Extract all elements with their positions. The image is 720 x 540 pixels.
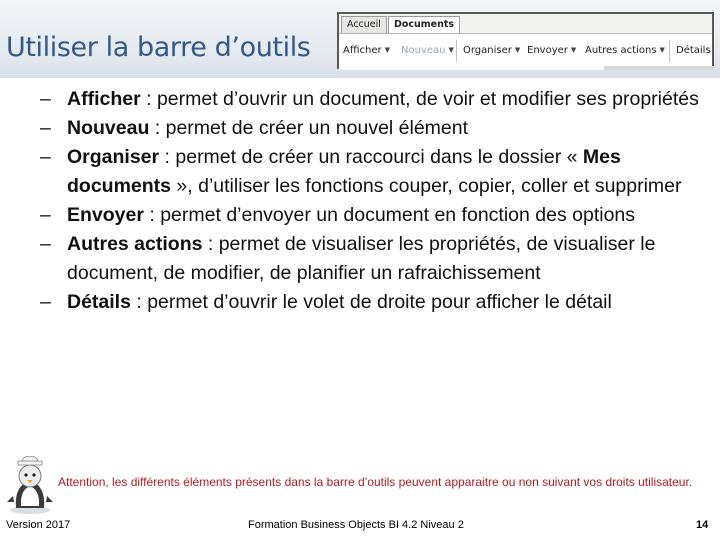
mascot-warning-icon bbox=[4, 456, 56, 516]
chevron-down-icon: ▼ bbox=[448, 46, 454, 54]
bullet-nouveau bbox=[40, 114, 704, 143]
bullet-text: : permet d’ouvrir le volet de droite pour afficher le détail bbox=[130, 291, 612, 313]
bullet-term: Afficher bbox=[67, 88, 141, 110]
menu-autres-actions[interactable] bbox=[585, 45, 665, 56]
menu-details-label: Détails bbox=[676, 45, 711, 56]
tab-strip bbox=[341, 16, 461, 33]
slide-title: Utiliser la barre d’outils bbox=[6, 32, 311, 63]
toolbar-scrollbar[interactable] bbox=[604, 66, 714, 70]
bullet-term: Autres actions bbox=[67, 233, 203, 255]
chevron-down-icon: ▼ bbox=[384, 46, 390, 54]
menu-separator bbox=[669, 40, 670, 62]
bullet-text: : permet de créer un nouvel élément bbox=[149, 117, 469, 139]
bullet-text: », d’utiliser les fonctions couper, copier, coller et supprimer bbox=[171, 175, 682, 197]
menu-separator bbox=[456, 40, 457, 62]
tab-accueil[interactable]: Accueil bbox=[341, 16, 387, 33]
bullet-term: Organiser bbox=[67, 146, 160, 168]
menu-afficher-label: Afficher bbox=[343, 45, 382, 56]
menu-details[interactable] bbox=[676, 45, 711, 56]
attention-note: Attention, les différents éléments présents dans la barre d’outils peuvent apparaitre ou non suivant vos droits utilisateur. bbox=[58, 475, 693, 489]
bullet-autres-actions bbox=[40, 230, 704, 288]
toolbar-screenshot bbox=[337, 12, 714, 69]
chevron-down-icon: ▼ bbox=[659, 46, 665, 54]
bullet-details bbox=[40, 288, 704, 317]
bullet-term: Détails bbox=[67, 291, 131, 313]
menu-organiser[interactable] bbox=[463, 45, 520, 56]
bullet-organiser bbox=[40, 143, 704, 201]
bullet-envoyer bbox=[40, 201, 704, 230]
menu-envoyer-label: Envoyer bbox=[527, 45, 568, 56]
bullet-text: : permet d’envoyer un document en fonction des options bbox=[143, 204, 636, 226]
dash-marker: – bbox=[40, 291, 51, 313]
dash-marker: – bbox=[40, 117, 51, 139]
bullet-text: : permet de créer un raccourci dans le dossier « bbox=[159, 146, 583, 168]
tab-documents[interactable]: Documents bbox=[388, 16, 460, 33]
toolbar-menu-row bbox=[339, 33, 712, 70]
bullet-term: Nouveau bbox=[67, 117, 150, 139]
bullet-term: Envoyer bbox=[67, 204, 144, 226]
chevron-down-icon: ▼ bbox=[570, 46, 577, 54]
dash-marker: – bbox=[40, 146, 51, 168]
dash-marker: – bbox=[40, 88, 51, 110]
footer-version: Version 2017 bbox=[6, 519, 71, 531]
menu-autres-actions-label: Autres actions bbox=[585, 45, 657, 56]
menu-nouveau-label: Nouveau bbox=[401, 45, 446, 56]
bullet-term: Mes documents bbox=[67, 146, 621, 197]
chevron-down-icon: ▼ bbox=[514, 46, 521, 54]
footer-course-title: Formation Business Objects BI 4.2 Niveau 2 bbox=[248, 519, 464, 531]
menu-envoyer[interactable] bbox=[527, 45, 576, 56]
menu-organiser-label: Organiser bbox=[463, 45, 512, 56]
dash-marker: – bbox=[40, 204, 51, 226]
bullet-text: : permet d’ouvrir un document, de voir et modifier ses propriétés bbox=[140, 88, 699, 110]
bullet-list bbox=[40, 85, 704, 317]
menu-afficher[interactable] bbox=[343, 45, 390, 56]
footer-page-number: 14 bbox=[696, 519, 709, 531]
bullet-text: : permet de visualiser les propriétés, de visualiser le document, de modifier, de planifier un rafraichissement bbox=[67, 233, 656, 284]
menu-nouveau[interactable] bbox=[401, 45, 454, 56]
bullet-afficher bbox=[40, 85, 704, 114]
dash-marker: – bbox=[40, 233, 51, 255]
